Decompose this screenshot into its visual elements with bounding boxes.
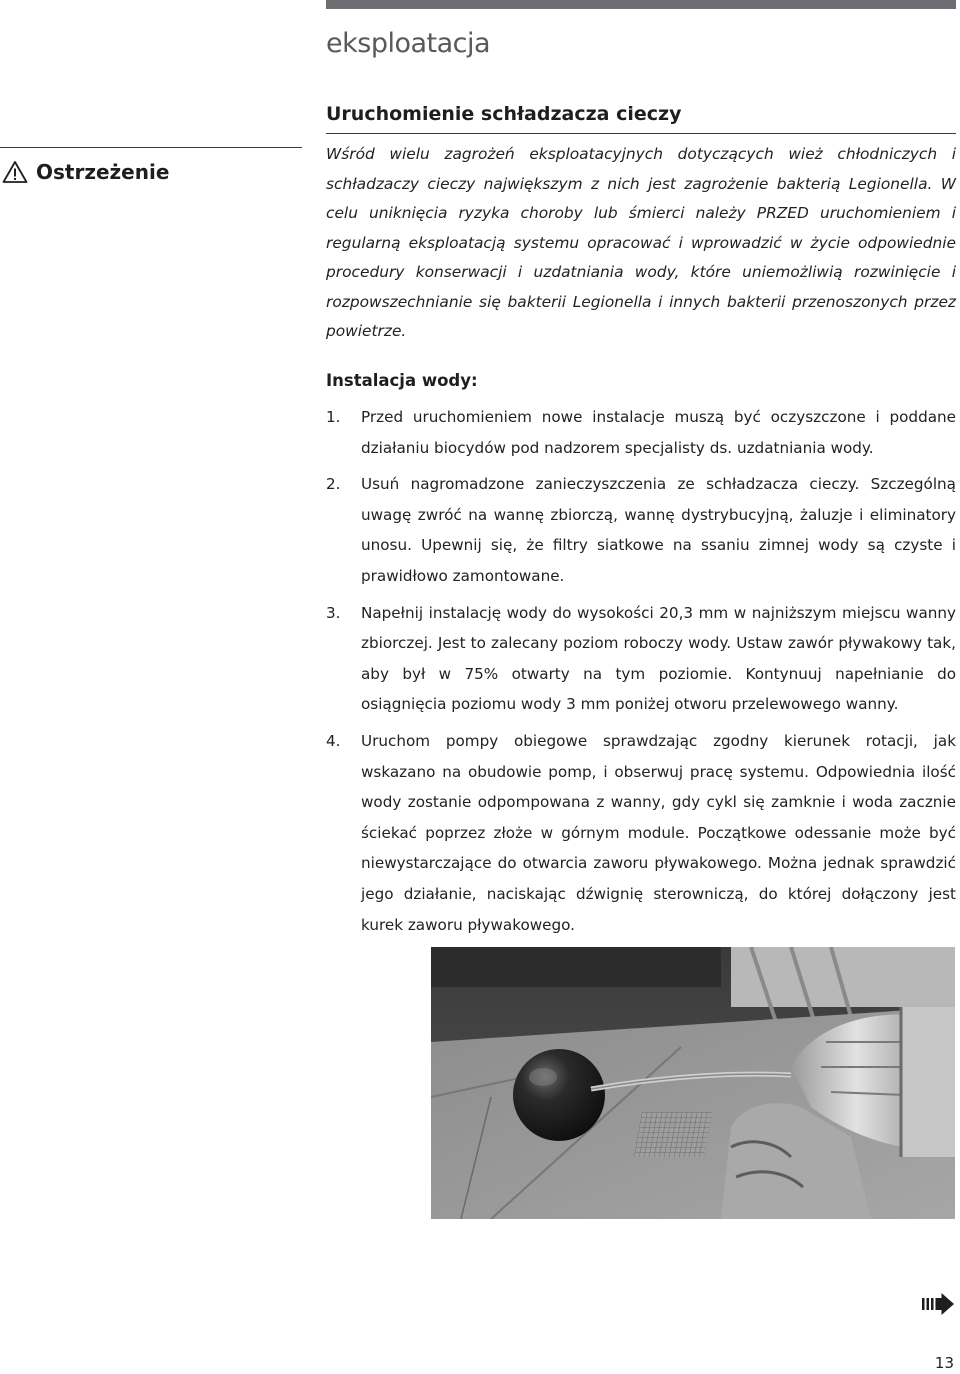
section-title: eksploatacja: [326, 28, 491, 59]
step-text: Uruchom pompy obiegowe sprawdzając zgodny kierunek rotacji, jak wskazano na obudowie pomp, i obserwuj pracę systemu. Odpowiednia ilość wody zostanie odpompowana z wanny, gdy cykl się zamknie i woda zacznie ściekać poprzez złoże w górnym module. Początkowe odessanie może być niewystarczające do otwarcia zaworu pływakowego. Można jednak sprawdzić jego działanie, naciskając dźwignię sterowniczą, do której dołączony jest kurek zaworu pływakowego.: [361, 731, 956, 934]
step-number: 4.: [326, 731, 341, 750]
step-text: Przed uruchomieniem nowe instalacje muszą być oczyszczone i poddane działaniu biocydów pod nadzorem specjalisty ds. uzdatniania wody.: [361, 408, 956, 457]
side-divider: [0, 147, 302, 148]
warning-text: Wśród wielu zagrożeń eksploatacyjnych dotyczących wież chłodniczych i schładzaczy cieczy największym z nich jest zagrożenie bakterią Legionella. W celu uniknięcia ryzyka choroby lub śmierci należy PRZED uruchomieniem i regularną eksploatacją systemu opracować i wprowadzić w życie odpowiednie procedury konserwacji i uzdatniania wody, które uniemożliwią rozwinięcie i rozpowszechnianie się bakterii Legionella i innych bakterii przenoszonych przez powietrze.: [326, 145, 956, 340]
step-item: [326, 402, 956, 463]
continue-arrow-icon: [922, 1293, 955, 1315]
main-divider: [326, 133, 956, 134]
warning-label-text: Ostrzeżenie: [36, 160, 170, 184]
water-installation-heading: Instalacja wody:: [326, 371, 478, 390]
step-number: 1.: [326, 408, 341, 426]
step-item: [326, 598, 956, 720]
float-valve-photo: [431, 947, 955, 1219]
header-bar: [326, 0, 956, 9]
step-number: 2.: [326, 475, 341, 494]
step-text: Napełnij instalację wody do wysokości 20,3 mm w najniższym miejscu wanny zbiorczej. Jest to zalecany poziom roboczy wody. Ustaw zawór pływakowy tak, aby był w 75% otwarty na tym poziomie. Kontynuuj napełnianie do osiągnięcia poziomu wody 3 mm poniżej otworu przelewowego wanny.: [361, 603, 956, 714]
water-installation-steps: [326, 402, 956, 946]
page-number: 13: [934, 1354, 954, 1372]
step-item: [326, 469, 956, 591]
page-subtitle: Uruchomienie schładzacza cieczy: [326, 103, 682, 125]
step-number: 3.: [326, 603, 341, 622]
warning-triangle-icon: [2, 160, 28, 184]
step-text: Usuń nagromadzone zanieczyszczenia ze schładzacza cieczy. Szczególną uwagę zwróć na wannę zbiorczą, wannę dystrybucyjną, żaluzje i eliminatory unosu. Upewnij się, że filtry siatkowe na ssaniu zimnej wody są czyste i prawidłowo zamontowane.: [361, 475, 956, 585]
step-item: [326, 726, 956, 940]
warning-label: [2, 160, 169, 184]
